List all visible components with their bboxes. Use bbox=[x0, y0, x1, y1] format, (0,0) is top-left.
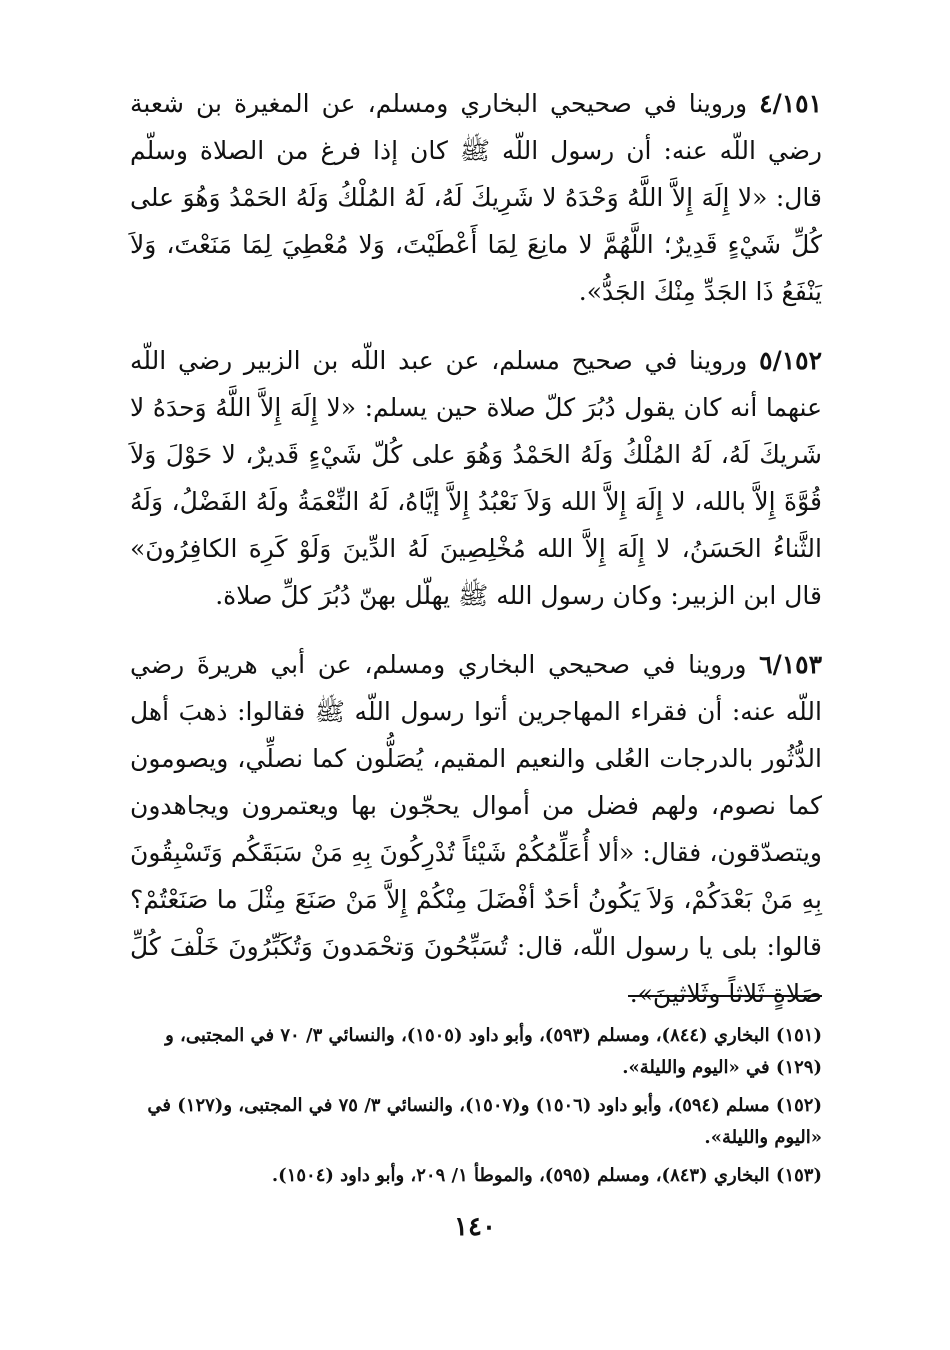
page-number: ١٤٠ bbox=[454, 1212, 496, 1242]
footnote-151: (١٥١) البخاري (٨٤٤)، ومسلم (٥٩٣)، وأبو داود (١٥٠٥)، والنسائي ٣/ ٧٠ في المجتبى، و (١٢٩) في «اليوم والليلة». bbox=[165, 1025, 822, 1078]
hadith-153 bbox=[130, 641, 822, 1017]
footnotes bbox=[130, 1020, 822, 1198]
hadith-text: وروينا في صحيحي البخاري ومسلم، عن المغيرة بن شعبة رضي اللّه عنه: أن رسول اللّه ﷺ كان إذا فرغ من الصلاة وسلّم قال: «لا إِلَهَ إِلاَّ اللَّهُ وَحْدَهُ لا شَرِيكَ لَهُ، لَهُ المُلْكُ وَلَهُ الحَمْدُ وَهُوَ على كُلِّ شَيْءٍ قَدِيرٌ؛ اللَّهُمَّ لا مانِعَ لِمَا أَعْطَيْتَ، وَلا مُعْطِيَ لِمَا مَنَعْتَ، وَلاَ يَنْفَعُ ذَا الجَدِّ مِنْكَ الجَدُّ». bbox=[130, 89, 822, 306]
footnote-152: (١٥٢) مسلم (٥٩٤)، وأبو داود (١٥٠٦) و(١٥٠٧)، والنسائي ٣/ ٧٥ في المجتبى، و(١٢٧) في «اليوم والليلة». bbox=[147, 1095, 822, 1148]
hadith-number: ٦/١٥٣ bbox=[759, 650, 822, 679]
hadith-text: وروينا في صحيح مسلم، عن عبد اللّه بن الزبير رضي اللّه عنهما أنه كان يقول دُبُرَ كلّ صلاة حين يسلم: «لا إِلَهَ إِلاَّ اللَّهُ وَحدَهُ لا شَريكَ لَهُ، لَهُ المُلْكُ وَلَهُ الحَمْدُ وَهُوَ على كُلّ شَيْءٍ قَديرٌ، لا حَوْلَ وَلاَ قُوَّةَ إِلاَّ بالله، لا إِلَهَ إِلاَّ الله وَلاَ نَعْبُدُ إِلاَّ إيَّاهُ، لَهُ النِّعْمَةُ ولَهُ الفَضْلُ، وَلَهُ الثَّناءُ الحَسَنُ، لا إِلَهَ إِلاَّ الله مُخْلِصِينَ لَهُ الدِّينَ وَلَوْ كَرِهَ الكافِرُونَ» قال ابن الزبير: وكان رسول الله ﷺ يهلّل بهنّ دُبُرَ كلِّ صلاة. bbox=[130, 346, 822, 610]
footnote-divider bbox=[628, 995, 822, 997]
hadith-152 bbox=[130, 337, 822, 619]
main-text bbox=[130, 80, 822, 1039]
hadith-number: ٥/١٥٢ bbox=[759, 346, 822, 375]
hadith-number: ٤/١٥١ bbox=[759, 89, 822, 118]
footnote-153: (١٥٣) البخاري (٨٤٣)، ومسلم (٥٩٥)، والموطأ ١/ ٢٠٩، وأبو داود (١٥٠٤). bbox=[271, 1165, 822, 1186]
hadith-151 bbox=[130, 80, 822, 315]
hadith-text: وروينا في صحيحي البخاري ومسلم، عن أبي هريرةَ رضي اللّه عنه: أن فقراء المهاجرين أتوا رسول اللّه ﷺ فقالوا: ذهبَ أهل الدُّثُور بالدرجات العُلى والنعيم المقيم، يُصَلُّون كما نصلِّي، ويصومون كما نصوم، ولهم فضل من أموال يحجّون بها ويعتمرون ويجاهدون ويتصدّقون، فقال: «ألا أُعَلِّمُكُمْ شَيْئاً تُدْرِكُونَ بِهِ مَنْ سَبَقَكُم وَتَسْبِقُونَ بِهِ مَنْ بَعْدَكُمْ، وَلاَ يَكُونُ أحَدٌ أفْضَلَ مِنْكُمْ إِلاَّ مَنْ صَنَعَ مِثْلَ ما صَنَعْتُمْ؟ قالوا: بلى يا رسول اللّه، قال: تُسَبِّحُونَ وَتحْمَدونَ وَتُكَبِّرُونَ خَلْفَ كُلِّ صَلاةٍ ثَلاثاً وثَلاثينَ». bbox=[130, 650, 822, 1008]
